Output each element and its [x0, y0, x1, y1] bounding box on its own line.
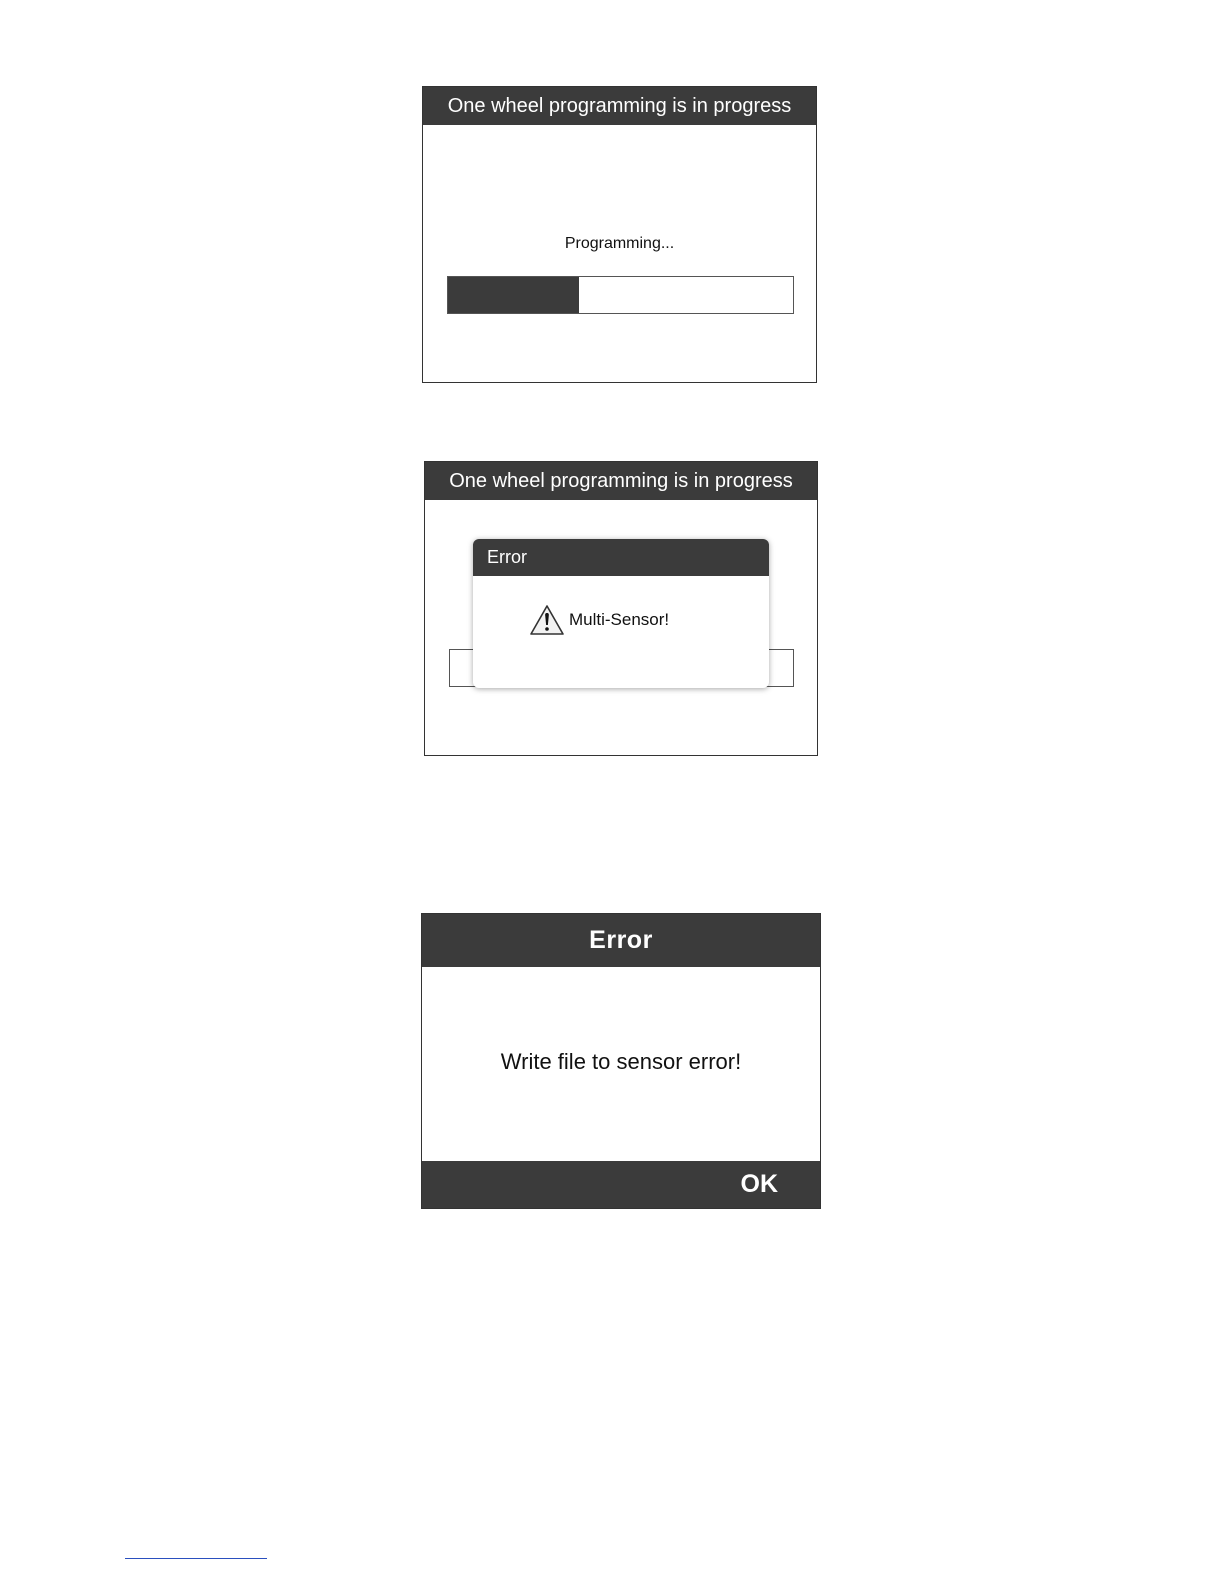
programming-title-bar: One wheel programming is in progress	[423, 87, 816, 125]
error-popup-message: Multi-Sensor!	[569, 610, 670, 629]
ok-button[interactable]: OK	[741, 1161, 779, 1208]
write-error-screen	[421, 913, 821, 1209]
error-popup	[473, 539, 769, 688]
error-title-bar: Error	[422, 914, 820, 967]
footer-divider	[125, 1558, 267, 1559]
programming-status-text: Programming...	[564, 235, 675, 252]
error-popup-title: Error	[473, 539, 769, 576]
progress-bar	[447, 276, 794, 314]
error-popup-body	[529, 604, 669, 636]
error-message: Write file to sensor error!	[500, 1049, 742, 1074]
programming-error-screen	[424, 461, 818, 756]
error-footer-bar	[422, 1161, 820, 1208]
warning-icon	[529, 604, 565, 636]
progress-bar-fill	[448, 277, 579, 313]
programming-title-bar: One wheel programming is in progress	[425, 462, 817, 500]
programming-screen	[422, 86, 817, 383]
